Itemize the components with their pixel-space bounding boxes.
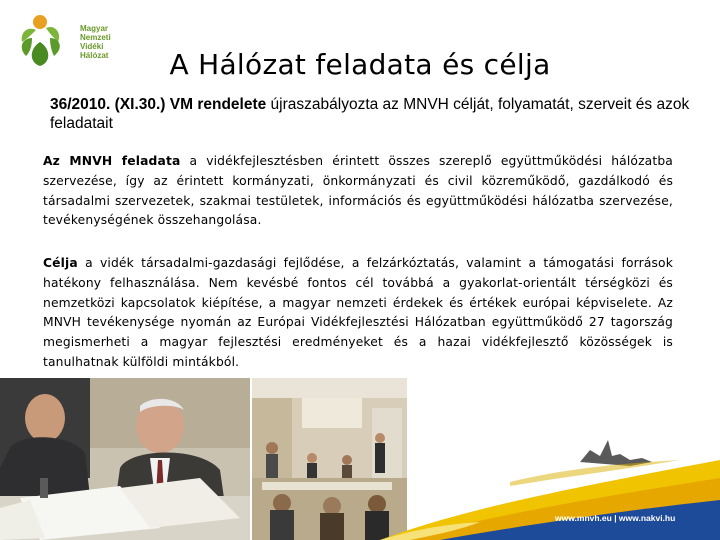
town-silhouette-icon [580, 440, 652, 466]
paragraph-tasks [43, 152, 673, 231]
signing-photo [0, 378, 250, 540]
paragraph-goal-text: a vidék társadalmi-gazdasági fejlődése, a felzárkóztatás, valamint a támogatási források hatékony felhasználása. Nem kevésbé fontos cél továbbá a gyakorlat-orientált térségközi és nemzetközi kapcsolatok kiépítése, a magyar nemzeti érdekek és értékek európai képviselete. Az MNVH tevékenysége nyomán az Európai Vidékfejlesztési Hálózatban együttműködő 27 tagország megismerheti a magyar fejlesztési eredményeket és a hazai vidékfejlesztő közösségek is tanulhatnak külföldi mintákból. [43, 256, 673, 369]
page-title: A Hálózat feladata és célja [169, 48, 551, 81]
subtitle [50, 95, 700, 133]
footer-url[interactable]: www.mnvh.eu | www.nakvi.hu [555, 513, 676, 523]
paragraph-goal-lead: Célja [43, 256, 78, 270]
subtitle-rest: újraszabályozta az MNVH célját, folyamatát, szerveit és azok feladatait [50, 96, 690, 132]
logo-line: Magyar [80, 24, 109, 33]
subtitle-lead: 36/2010. (XI.30.) VM rendelete [50, 96, 267, 113]
logo-line: Hálózat [80, 51, 109, 60]
man-left-head [25, 394, 65, 442]
paragraph-tasks-lead: Az MNVH feladata [43, 154, 181, 168]
logo-line: Nemzeti [80, 33, 111, 42]
paragraph-tasks-text: a vidékfejlesztésben érintett összes szereplő együttműködési hálózatba szervezése, így az érintett kormányzati, önkormányzati és civil közreműködő, gazdálkodó és társadalmi szervezetek, szakmai testületek, információs és együttműködési hálózatba szervezése, tevékenységének összehangolása. [43, 154, 673, 228]
logo-line: Vidéki [80, 42, 104, 51]
paragraph-goal [43, 254, 673, 373]
